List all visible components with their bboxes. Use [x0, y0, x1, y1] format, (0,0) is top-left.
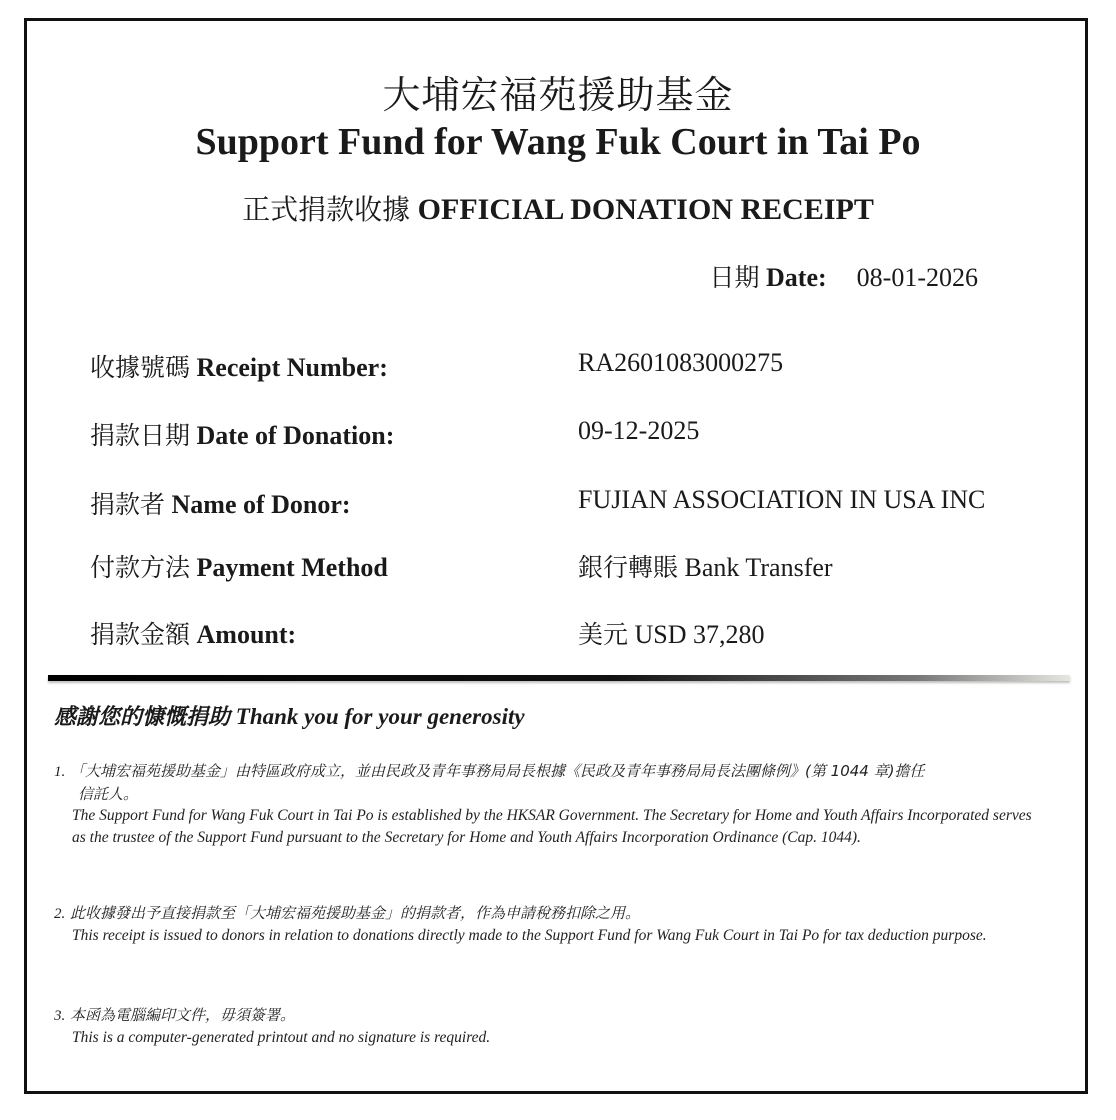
fund-title-chinese: 大埔宏福苑援助基金 — [382, 73, 734, 117]
note-2 — [54, 902, 1044, 947]
note-chinese — [54, 1004, 1044, 1027]
thank-you-english: Thank you for your generosity — [235, 704, 525, 729]
field-label — [90, 416, 394, 452]
field-label-english: Receipt Number: — [196, 353, 388, 382]
field-amount — [90, 615, 1050, 655]
field-value-chinese: 銀行轉賬 — [578, 553, 679, 582]
field-label-english: Amount: — [196, 620, 297, 649]
thank-you-line — [54, 700, 525, 731]
section-divider — [48, 675, 1070, 681]
field-label-english: Payment Method — [196, 553, 388, 582]
receipt-heading — [0, 188, 1116, 228]
note-chinese — [54, 902, 1044, 925]
issue-date-label-chinese: 日期 — [709, 263, 760, 292]
receipt-heading-chinese: 正式捐款收據 — [242, 193, 411, 226]
note-chinese-text: 「大埔宏福苑援助基金」由特區政府成立，並由民政及青年事務局局長根據《民政及青年事務局局長法團條例》(第 1044 章)擔任 — [70, 762, 925, 780]
field-value — [578, 416, 699, 446]
receipt-heading-english: OFFICIAL DONATION RECEIPT — [417, 193, 874, 226]
field-value — [578, 348, 783, 378]
note-english: This is a computer-generated printout and no signature is required. — [72, 1029, 491, 1046]
field-date-of-donation — [90, 416, 1050, 456]
field-name-of-donor — [90, 485, 1050, 525]
field-label-chinese: 付款方法 — [90, 553, 191, 582]
note-chinese-text: 本函為電腦編印文件，毋須簽署。 — [70, 1006, 296, 1024]
field-value-text: Bank Transfer — [684, 553, 833, 582]
field-receipt-number — [90, 348, 1050, 388]
field-label-english: Name of Donor: — [171, 490, 351, 519]
field-label-chinese: 收據號碼 — [90, 353, 191, 382]
field-payment-method — [90, 548, 1050, 588]
note-number: 3. — [54, 1008, 66, 1024]
field-label — [90, 548, 388, 584]
issue-date — [710, 258, 978, 294]
note-number: 1. — [54, 764, 66, 780]
note-chinese-continuation: 信託人。 — [78, 785, 139, 803]
issue-date-label-english: Date: — [766, 263, 827, 292]
field-label — [90, 615, 296, 651]
fund-title-english: Support Fund for Wang Fuk Court in Tai Po — [195, 121, 921, 163]
note-3 — [54, 1004, 1044, 1049]
field-value-text: FUJIAN ASSOCIATION IN USA INC — [578, 485, 986, 514]
field-value-text: RA2601083000275 — [578, 348, 784, 377]
field-label-chinese: 捐款日期 — [90, 421, 191, 450]
field-label-chinese: 捐款者 — [90, 490, 166, 519]
note-1 — [54, 760, 1044, 849]
field-value — [578, 485, 985, 515]
note-number: 2. — [54, 906, 66, 922]
note-english: This receipt is issued to donors in relation to donations directly made to the Support Fund for Wang Fuk Court in Tai Po for tax deduction purpose. — [72, 927, 987, 944]
issue-date-value: 08-01-2026 — [856, 263, 978, 292]
field-value — [578, 615, 765, 651]
field-label-english: Date of Donation: — [196, 421, 395, 450]
field-label-chinese: 捐款金額 — [90, 620, 191, 649]
field-value — [578, 548, 833, 584]
note-chinese-text: 此收據發出予直接捐款至「大埔宏福苑援助基金」的捐款者，作為申請稅務扣除之用。 — [70, 904, 641, 922]
thank-you-chinese: 感謝您的慷慨捐助 — [54, 705, 231, 730]
field-value-text: USD 37,280 — [634, 620, 765, 649]
note-chinese — [54, 760, 1044, 805]
field-value-chinese: 美元 — [578, 620, 629, 649]
field-value-text: 09-12-2025 — [578, 416, 700, 445]
field-label — [90, 485, 351, 521]
note-english: The Support Fund for Wang Fuk Court in Tai Po is established by the HKSAR Government. The Secretary for Home and Youth Affairs Incorporated serves as the trustee of the Support Fund pursuant to the Secretary for Home and Youth Affairs Incorporation Ordinance (Cap. 1044). — [72, 807, 1032, 846]
field-label — [90, 348, 388, 384]
